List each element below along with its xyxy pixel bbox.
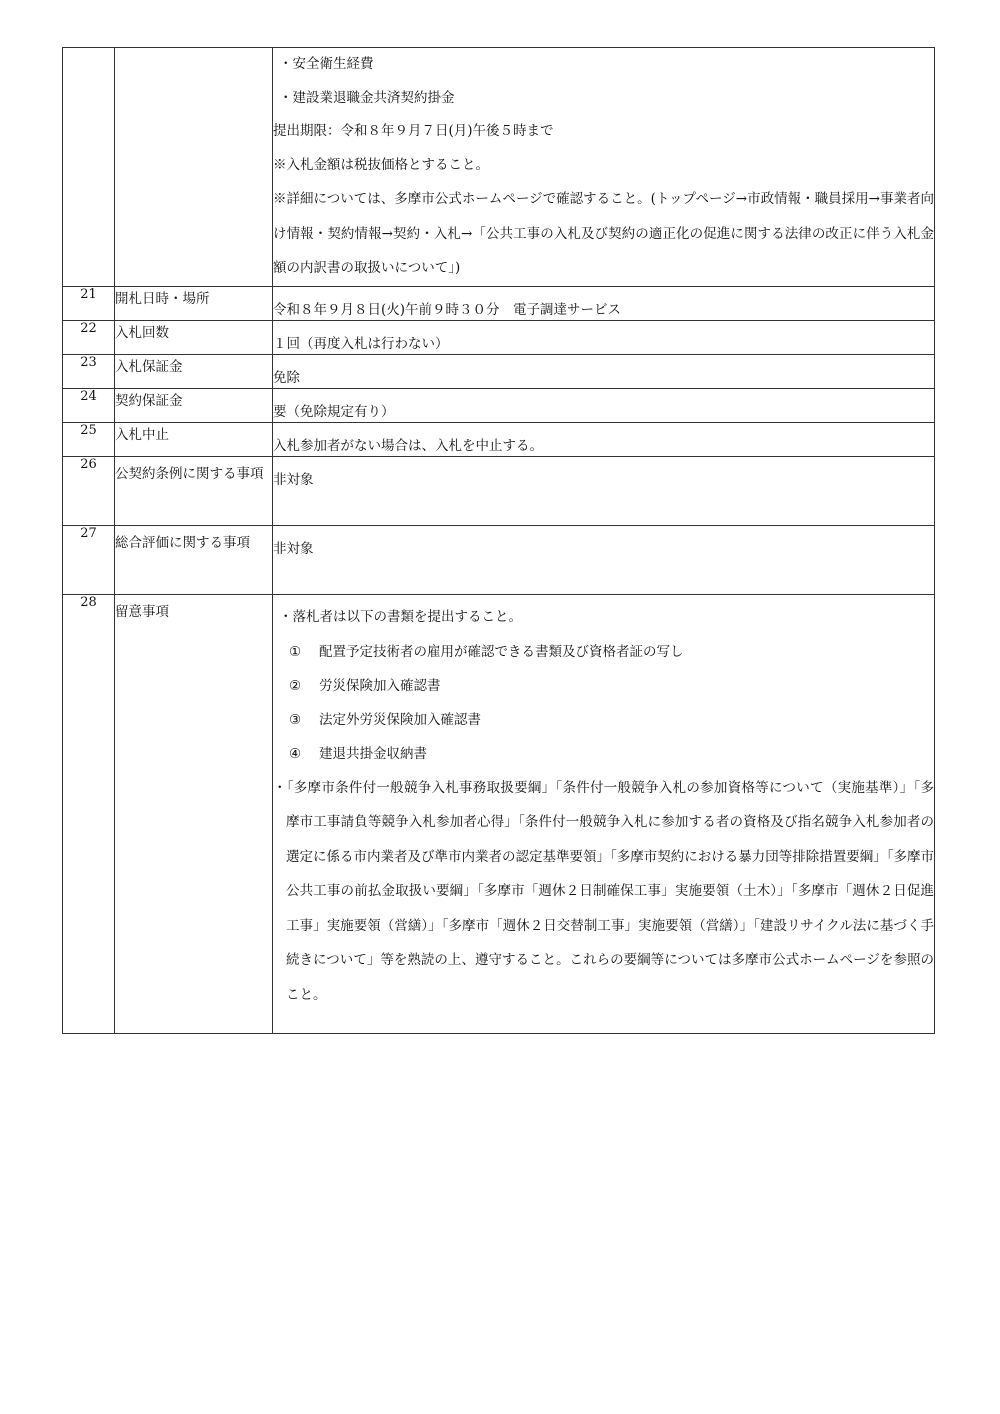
table-row xyxy=(63,48,935,287)
row-number: 27 xyxy=(63,526,115,595)
document-table xyxy=(62,47,935,1034)
row-item: 開札日時・場所 xyxy=(115,287,273,321)
table-row xyxy=(63,389,935,423)
row-number: 22 xyxy=(63,321,115,355)
doc-list-item xyxy=(273,635,934,669)
doc-text: 労災保険加入確認書 xyxy=(319,677,441,694)
row-item: 公契約条例に関する事項 xyxy=(115,457,273,526)
body-line: ※入札金額は税抜価格とすること。 xyxy=(273,156,489,173)
row-number: 28 xyxy=(63,595,115,1034)
row-body: 入札参加者がない場合は、入札を中止する。 xyxy=(273,423,935,457)
body-note: ※詳細については、多摩市公式ホームページで確認すること。(トップページ→市政情報・職員採用→事業者向け情報・契約情報→契約・入札→「公共工事の入札及び契約の適正化の促進に関する法律の改正に伴う入札金額の内訳書の取扱いについて」) xyxy=(273,191,934,276)
table-row xyxy=(63,526,935,595)
body-line: ・安全衛生経費 xyxy=(279,56,374,72)
table-row xyxy=(63,321,935,355)
table-row xyxy=(63,457,935,526)
row-number: 23 xyxy=(63,355,115,389)
row-number xyxy=(63,48,115,287)
row-item: 留意事項 xyxy=(115,595,273,1034)
table-row xyxy=(63,595,935,1034)
row-item xyxy=(115,48,273,287)
doc-list-item xyxy=(273,703,934,737)
doc-list-item xyxy=(273,669,934,703)
row-item: 入札中止 xyxy=(115,423,273,457)
row-body: １回（再度入札は行わない） xyxy=(273,321,935,355)
row-body: 非対象 xyxy=(273,457,935,526)
row-body xyxy=(273,595,935,1034)
row-body: 免除 xyxy=(273,355,935,389)
row-item: 総合評価に関する事項 xyxy=(115,526,273,595)
row-number: 21 xyxy=(63,287,115,321)
doc-mark: ④ xyxy=(289,745,302,762)
row-body: 令和８年９月８日(火)午前９時３０分 電子調達サービス xyxy=(273,287,935,321)
body-closing: ・「多摩市条件付一般競争入札事務取扱要綱」「条件付一般競争入札の参加資格等について（実施基準）」「多摩市工事請負等競争入札参加者心得」「条件付一般競争入札に参加する者の資格及び指名競争入札参加者の選定に係る市内業者及び準市内業者の認定基準要領」「多摩市契約における暴力団等排除措置要綱」「多摩市公共工事の前払金取扱い要綱」「多摩市「週休２日制確保工事」実施要領（土木）」「多摩市「週休２日促進工事」実施要領（営繕）」「多摩市「週休２日交替制工事」実施要領（営繕）」「建設リサイクル法に基づく手続きについて」等を熟読の上、遵守すること。これらの要綱等については多摩市公式ホームページを参照のこと。 xyxy=(273,779,934,1003)
body-line: 提出期限：令和８年９月７日(月)午後５時まで xyxy=(273,123,554,139)
row-item: 契約保証金 xyxy=(115,389,273,423)
row-body xyxy=(273,48,935,287)
doc-list-item xyxy=(273,737,934,771)
body-intro: ・落札者は以下の書類を提出すること。 xyxy=(279,609,522,625)
table-row xyxy=(63,355,935,389)
row-number: 26 xyxy=(63,457,115,526)
row-number: 25 xyxy=(63,423,115,457)
doc-text: 建退共掛金収納書 xyxy=(319,745,427,762)
doc-mark: ③ xyxy=(289,711,302,728)
doc-text: 法定外労災保険加入確認書 xyxy=(319,711,481,728)
body-line: ・建設業退職金共済契約掛金 xyxy=(279,89,455,106)
row-number: 24 xyxy=(63,389,115,423)
doc-text: 配置予定技術者の雇用が確認できる書類及び資格者証の写し xyxy=(319,643,684,660)
doc-mark: ② xyxy=(289,677,302,694)
table-row xyxy=(63,423,935,457)
row-item: 入札保証金 xyxy=(115,355,273,389)
row-body: 非対象 xyxy=(273,526,935,595)
table-row xyxy=(63,287,935,321)
row-body: 要（免除規定有り） xyxy=(273,389,935,423)
doc-mark: ① xyxy=(289,643,302,660)
row-item: 入札回数 xyxy=(115,321,273,355)
